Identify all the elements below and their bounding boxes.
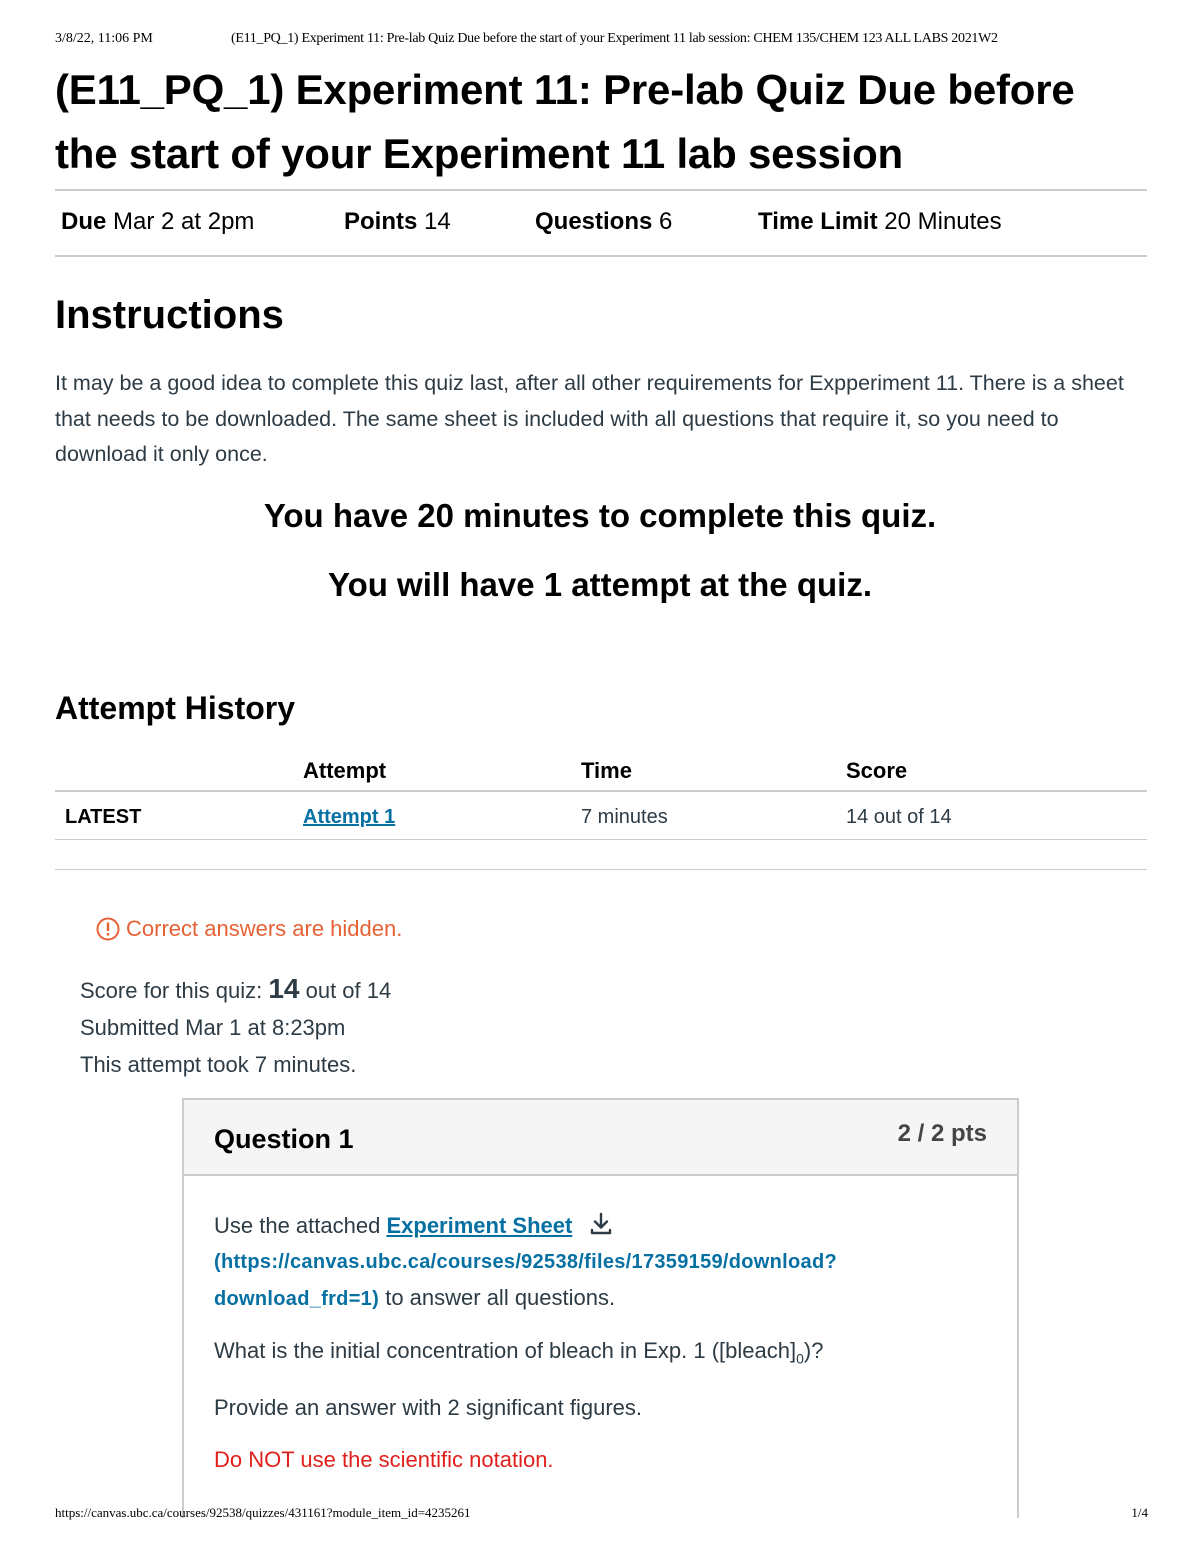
page-number: 1/4 xyxy=(1131,1505,1148,1520)
question-card xyxy=(182,1098,1019,1518)
question-header xyxy=(184,1100,1017,1176)
attempt-1-link[interactable]: Attempt 1 xyxy=(303,806,396,828)
instructions-body: It may be a good idea to complete this quiz last, after all other requirements for Expperiment 11. There is a sheet that needs to be downloaded. The same sheet is included with all questions that require it, so you need to download it only once. xyxy=(55,371,1124,466)
download-icon[interactable] xyxy=(588,1211,614,1237)
print-document-title: (E11_PQ_1) Experiment 11: Pre-lab Quiz Due before the start of your Experiment 11 lab session: CHEM 135/CHEM 123 ALL LABS 2021W2 xyxy=(231,31,998,46)
score-value: 14 xyxy=(268,973,300,1004)
points-total: Points 14 xyxy=(344,208,451,235)
warning-icon xyxy=(96,917,120,941)
latest-label: LATEST xyxy=(65,806,142,828)
warning-text: Correct answers are hidden. xyxy=(126,916,403,941)
due-date: Due Mar 2 at 2pm xyxy=(61,208,255,235)
instructions-heading: Instructions xyxy=(55,293,284,337)
answers-hidden-warning xyxy=(96,916,402,942)
time-limit: Time Limit 20 Minutes xyxy=(758,208,1002,235)
question-title: Question 1 xyxy=(214,1124,354,1154)
question-points: 2 / 2 pts xyxy=(897,1120,987,1147)
column-header-attempt: Attempt xyxy=(303,758,387,783)
sig-figs-instruction: Provide an answer with 2 significant figures. xyxy=(214,1395,642,1421)
divider xyxy=(55,869,1147,870)
experiment-sheet-url-cont[interactable]: download_frd=1) xyxy=(214,1288,380,1310)
score-line: Score for this quiz: 14 out of 14 xyxy=(80,973,392,1004)
question-count: Questions 6 xyxy=(535,208,673,235)
column-header-time: Time xyxy=(581,758,632,783)
print-date: 3/8/22, 11:06 PM xyxy=(55,31,153,46)
table-row-divider xyxy=(55,839,1147,840)
page-title: (E11_PQ_1) Experiment 11: Pre-lab Quiz Due before the start of your Experiment 11 lab session xyxy=(55,66,1075,177)
attempt-score: 14 out of 14 xyxy=(846,806,952,828)
experiment-sheet-url[interactable]: (https://canvas.ubc.ca/courses/92538/files/17359159/download? xyxy=(214,1251,838,1273)
divider xyxy=(55,189,1147,191)
submitted-time: Submitted Mar 1 at 8:23pm xyxy=(80,1015,346,1040)
attempt-history-heading: Attempt History xyxy=(55,690,296,726)
attempts-notice: You will have 1 attempt at the quiz. xyxy=(328,566,872,603)
question-prompt: What is the initial concentration of bleach in Exp. 1 $([bleach]_0)$? xyxy=(214,1338,824,1367)
print-url: https://canvas.ubc.ca/courses/92538/quizzes/431161?module_item_id=4235261 xyxy=(55,1505,471,1520)
notation-warning: Do NOT use the scientific notation. xyxy=(214,1447,554,1473)
experiment-sheet-link[interactable]: Experiment Sheet xyxy=(386,1213,573,1238)
divider xyxy=(55,255,1147,257)
time-limit-notice: You have 20 minutes to complete this quiz. xyxy=(263,497,937,534)
table-header-divider xyxy=(55,790,1147,792)
quiz-score-summary xyxy=(80,970,391,1083)
attempt-time: 7 minutes xyxy=(581,806,668,828)
column-header-score: Score xyxy=(846,758,908,783)
question-body: Use the attached Experiment Sheet (https://canvas.ubc.ca/courses/92538/files/17359159/download? download_frd=1) to answer all questions. What is the initial concentration of bleach in Exp. 1 $([bleach]_0)$? Provide an answer with 2 significant figures. Do NOT use the scientific notation. xyxy=(214,1208,994,1476)
attempt-duration: This attempt took 7 minutes. xyxy=(80,1052,357,1077)
